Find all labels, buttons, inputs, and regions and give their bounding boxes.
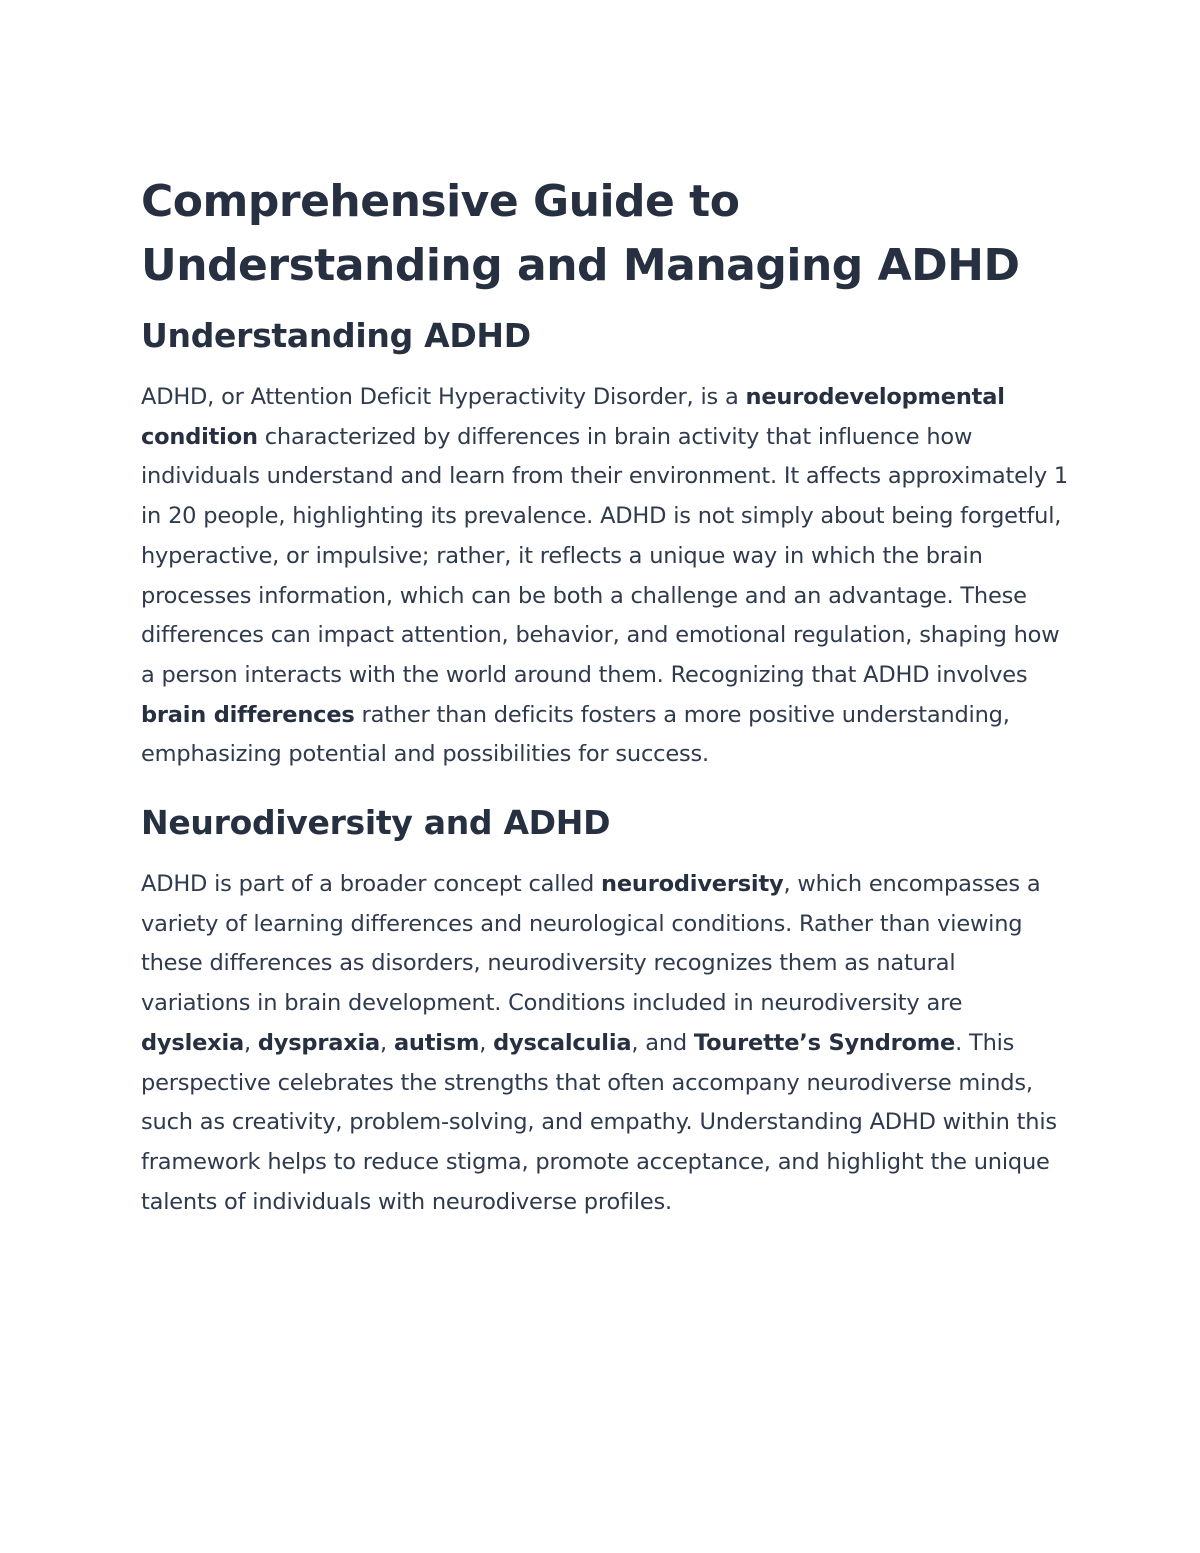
text-run: ADHD, or Attention Deficit Hyperactivity Disorder, is a bbox=[141, 384, 746, 410]
text-run: , which encompasses a variety of learning differences and neurological conditions. Rather than viewing these differences as disorders, neurodiversity recognizes them as natural variations in brain development. Conditions included in neurodiversity are bbox=[141, 871, 1041, 1017]
section-heading: Neurodiversity and ADHD bbox=[141, 803, 611, 843]
section-paragraph bbox=[141, 378, 1071, 775]
document-page bbox=[141, 170, 1071, 1222]
section-understanding-adhd bbox=[141, 310, 1071, 775]
section-heading: Understanding ADHD bbox=[141, 316, 531, 355]
section-paragraph bbox=[141, 865, 1071, 1222]
bold-term: Tourette’s Syndrome bbox=[693, 1029, 956, 1056]
bold-term: dyscalculia bbox=[493, 1029, 632, 1056]
bold-term: dyslexia bbox=[141, 1029, 244, 1056]
text-run: , bbox=[380, 1029, 394, 1056]
text-run: . This perspective celebrates the strengths that often accompany neurodiverse minds, such as creativity, problem-solving, and empathy. Understanding ADHD within this framework helps to reduce stigma, promote acceptance, and highlight the unique talents of individuals with neurodiverse profiles. bbox=[141, 1029, 1057, 1215]
bold-term: neurodiversity bbox=[601, 871, 784, 898]
text-run: ADHD is part of a broader concept called bbox=[141, 871, 602, 898]
bold-term: dyspraxia bbox=[257, 1029, 381, 1056]
text-run: , and bbox=[631, 1029, 694, 1056]
text-run: rather than deficits fosters a more positive understanding, emphasizing potential and possibilities for success. bbox=[141, 701, 1010, 768]
text-run: characterized by differences in brain activity that influence how individuals understand and learn from their environment. It affects approximately 1 in 20 people, highlighting its prevalence. ADHD is not simply about being forgetful, hyperactive, or impulsive; rather, it reflects a unique way in which the brain processes information, which can be both a challenge and an advantage. These differences can impact attention, behavior, and emotional regulation, shaping how a person interacts with the world around them. Recognizing that ADHD involves bbox=[141, 423, 1069, 688]
bold-term: brain differences bbox=[141, 701, 355, 728]
document-title: Comprehensive Guide to Understanding and Managing ADHD bbox=[141, 176, 1020, 291]
text-run: , bbox=[243, 1029, 258, 1056]
section-neurodiversity bbox=[141, 797, 1071, 1222]
bold-term: autism bbox=[393, 1029, 480, 1056]
bold-term: neurodevelopmental condition bbox=[141, 384, 1005, 450]
text-run: , bbox=[479, 1029, 494, 1056]
